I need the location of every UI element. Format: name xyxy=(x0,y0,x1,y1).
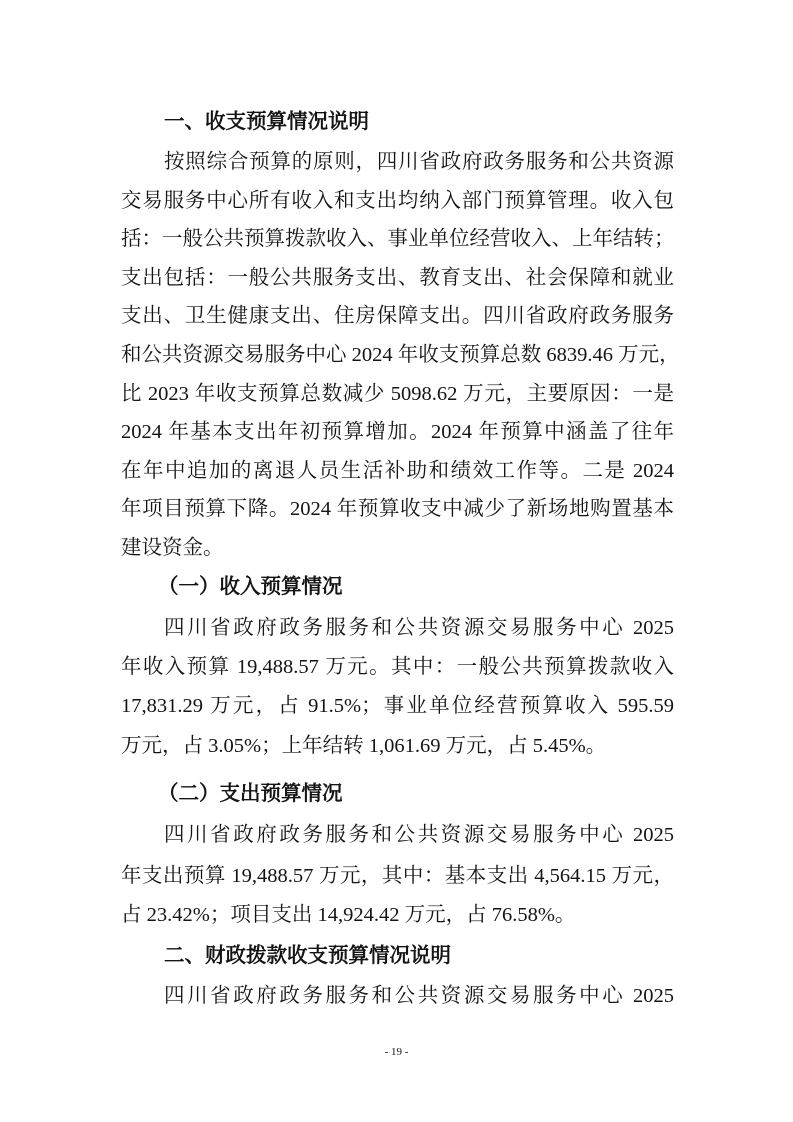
paragraph-line: 四川省政府政务服务和公共资源交易服务中心 2025 xyxy=(164,824,674,846)
subsection-heading-income: （一）收入预算情况 xyxy=(158,576,343,598)
subsection-heading-expenditure: （二）支出预算情况 xyxy=(158,783,343,805)
paragraph-line: 支出包括：一般公共服务支出、教育支出、社会保障和就业 xyxy=(121,267,674,289)
paragraph-line: 年项目预算下降。2024 年预算收支中减少了新场地购置基本 xyxy=(121,498,674,520)
paragraph-line: 2024 年基本支出年初预算增加。2024 年预算中涵盖了往年 xyxy=(121,421,674,443)
paragraph-line: 四川省政府政务服务和公共资源交易服务中心 2025 xyxy=(164,617,674,639)
page-number: - 19 - xyxy=(384,1046,409,1058)
paragraph-line: 年支出预算 19,488.57 万元，其中：基本支出 4,564.15 万元， xyxy=(121,865,674,887)
paragraph-line: 和公共资源交易服务中心 2024 年收支预算总数 6839.46 万元， xyxy=(121,344,680,366)
paragraph-line: 17,831.29 万元，占 91.5%；事业单位经营预算收入 595.59 xyxy=(121,695,674,717)
paragraph-line: 按照综合预算的原则，四川省政府政务服务和公共资源 xyxy=(164,151,674,173)
section-heading: 一、收支预算情况说明 xyxy=(164,110,369,133)
section-heading: 二、财政拨款收支预算情况说明 xyxy=(164,944,451,967)
paragraph-line: 支出、卫生健康支出、住房保障支出。四川省政府政务服务 xyxy=(121,305,674,327)
paragraph-line: 比 2023 年收支预算总数减少 5098.62 万元，主要原因：一是 xyxy=(121,383,674,405)
paragraph-line: 在年中追加的离退人员生活补助和绩效工作等。二是 2024 xyxy=(121,460,674,482)
paragraph-line: 四川省政府政务服务和公共资源交易服务中心 2025 xyxy=(164,985,674,1007)
paragraph-line: 建设资金。 xyxy=(121,537,224,559)
paragraph-line: 占 23.42%；项目支出 14,924.42 万元，占 76.58%。 xyxy=(121,904,576,926)
paragraph-line: 括：一般公共预算拨款收入、事业单位经营收入、上年结转； xyxy=(121,228,675,250)
paragraph-line: 年收入预算 19,488.57 万元。其中：一般公共预算拨款收入 xyxy=(121,656,674,678)
paragraph-line: 交易服务中心所有收入和支出均纳入部门预算管理。收入包 xyxy=(121,190,674,212)
paragraph-line: 万元，占 3.05%；上年结转 1,061.69 万元，占 5.45%。 xyxy=(121,735,607,757)
